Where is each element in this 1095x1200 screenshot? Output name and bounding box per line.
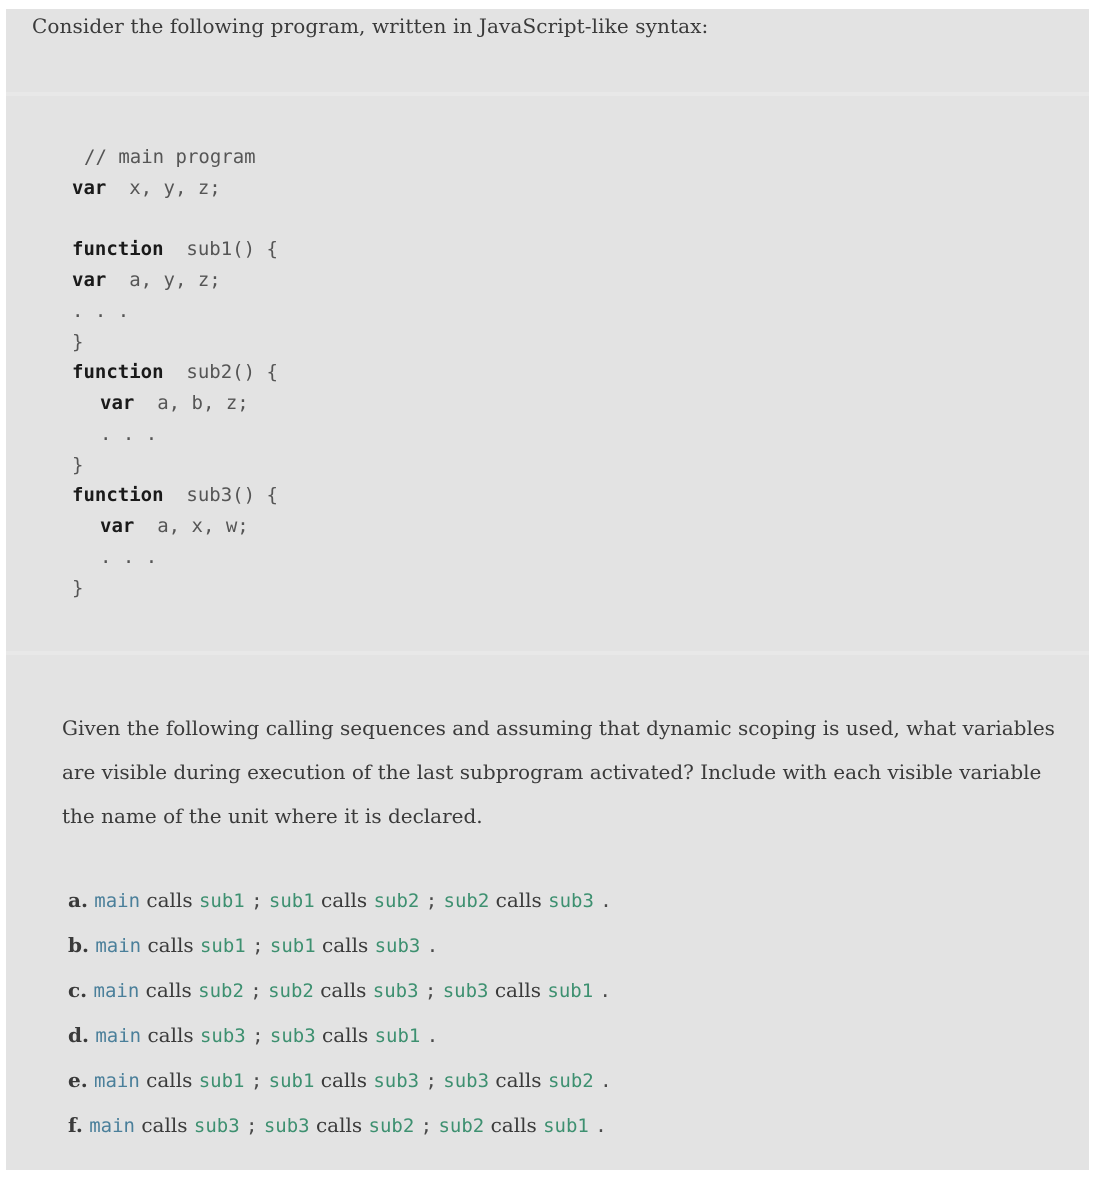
code-vars: a, x, w; — [157, 515, 249, 537]
punctuation: ; — [251, 890, 263, 912]
item-letter: a. — [68, 888, 88, 912]
code-ellipsis: . . . — [100, 423, 158, 445]
punctuation: ; — [424, 980, 437, 1002]
code-line — [100, 513, 249, 539]
unit-name: sub2 — [373, 890, 420, 912]
unit-name: sub3 — [373, 1070, 420, 1092]
punctuation: ; — [425, 890, 438, 912]
unit-name: main — [94, 890, 141, 912]
calls-word: calls — [321, 888, 368, 912]
unit-name: main — [95, 1025, 142, 1047]
unit-name: main — [95, 935, 142, 957]
item-letter: e. — [68, 1068, 88, 1092]
calling-sequence-item — [68, 1110, 607, 1140]
calling-sequence-item — [68, 885, 612, 915]
code-line — [100, 390, 249, 416]
punctuation: ; — [250, 980, 262, 1002]
unit-name: sub2 — [198, 980, 244, 1002]
unit-name: sub1 — [198, 890, 245, 912]
code-vars: a, b, z; — [157, 392, 249, 414]
calls-word: calls — [322, 933, 369, 957]
unit-name: sub1 — [547, 980, 594, 1002]
punctuation: . — [600, 890, 612, 912]
unit-name: main — [93, 980, 140, 1002]
punctuation: . — [426, 935, 439, 957]
unit-name: sub3 — [199, 1025, 246, 1047]
punctuation: ; — [425, 1070, 437, 1092]
code-line — [72, 267, 221, 293]
unit-name: sub3 — [372, 980, 419, 1002]
punctuation: ; — [246, 1115, 258, 1137]
calls-word: calls — [146, 888, 193, 912]
calls-word: calls — [495, 888, 542, 912]
keyword-function: function — [72, 361, 164, 383]
code-line — [72, 236, 278, 262]
unit-name: sub3 — [443, 1070, 490, 1092]
unit-name: sub1 — [199, 935, 246, 957]
function-sub1-signature: sub1() { — [186, 238, 278, 260]
punctuation: ; — [420, 1115, 433, 1137]
calls-word: calls — [494, 978, 542, 1002]
calls-word: calls — [490, 1113, 537, 1137]
function-sub3-signature: sub3() { — [186, 484, 278, 506]
punctuation: . — [426, 1025, 439, 1047]
question-text: Given the following calling sequences and assuming that dynamic scoping is used, what variables are visible during execution of the last subprogram activated? Include with each visible variable the name of the unit where it is declared. — [62, 716, 1055, 828]
keyword-var: var — [72, 269, 107, 291]
code-ellipsis: . . . — [100, 546, 158, 568]
unit-name: sub1 — [269, 935, 316, 957]
unit-name: sub1 — [374, 1025, 421, 1047]
keyword-function: function — [72, 238, 164, 260]
unit-name: sub1 — [268, 890, 315, 912]
punctuation: ; — [252, 935, 264, 957]
unit-name: sub3 — [374, 935, 421, 957]
code-brace: } — [72, 331, 84, 353]
unit-name: sub1 — [268, 1070, 315, 1092]
unit-name: sub3 — [548, 890, 594, 912]
calls-word: calls — [320, 1068, 367, 1092]
calling-sequence-item — [68, 1065, 612, 1095]
unit-name: sub2 — [547, 1070, 594, 1092]
item-letter: c. — [68, 978, 88, 1002]
item-letter: b. — [68, 933, 89, 957]
punctuation: ; — [252, 1025, 264, 1047]
calls-word: calls — [322, 1023, 369, 1047]
code-line — [72, 175, 221, 201]
keyword-function: function — [72, 484, 164, 506]
unit-name: sub3 — [269, 1025, 316, 1047]
question-panel — [6, 9, 1089, 1170]
divider — [6, 92, 1089, 96]
calls-word: calls — [145, 978, 192, 1002]
punctuation: ; — [250, 1070, 263, 1092]
code-brace: } — [72, 454, 84, 476]
calling-sequence-item — [68, 930, 438, 960]
calls-word: calls — [320, 978, 367, 1002]
unit-name: sub1 — [198, 1070, 245, 1092]
unit-name: sub3 — [193, 1115, 240, 1137]
unit-name: sub1 — [543, 1115, 589, 1137]
unit-name: sub3 — [442, 980, 489, 1002]
punctuation: . — [595, 1115, 607, 1137]
unit-name: main — [89, 1115, 135, 1137]
calls-word: calls — [315, 1113, 363, 1137]
calls-word: calls — [146, 1068, 193, 1092]
unit-name: sub3 — [263, 1115, 310, 1137]
code-line — [72, 359, 278, 385]
unit-name: sub2 — [443, 890, 490, 912]
keyword-var: var — [72, 177, 107, 199]
code-vars: a, y, z; — [129, 269, 221, 291]
keyword-var: var — [100, 515, 135, 537]
item-letter: f. — [68, 1113, 83, 1137]
item-letter: d. — [68, 1023, 89, 1047]
calls-word: calls — [141, 1113, 188, 1137]
code-brace: } — [72, 577, 84, 599]
code-ellipsis: . . . — [72, 300, 130, 322]
unit-name: sub2 — [368, 1115, 415, 1137]
punctuation: . — [599, 980, 611, 1002]
unit-name: sub2 — [268, 980, 314, 1002]
keyword-var: var — [100, 392, 135, 414]
function-sub2-signature: sub2() { — [186, 361, 278, 383]
calling-sequence-item — [68, 1020, 438, 1050]
calling-sequence-item — [68, 975, 611, 1005]
code-comment: // main program — [84, 146, 256, 168]
intro-text: Consider the following program, written in JavaScript-like syntax: — [32, 14, 709, 38]
code-vars: x, y, z; — [129, 177, 221, 199]
divider — [6, 651, 1089, 655]
calls-word: calls — [147, 1023, 194, 1047]
calls-word: calls — [495, 1068, 542, 1092]
calls-word: calls — [147, 933, 194, 957]
unit-name: sub2 — [438, 1115, 485, 1137]
code-line — [72, 482, 278, 508]
punctuation: . — [600, 1070, 612, 1092]
unit-name: main — [94, 1070, 140, 1092]
